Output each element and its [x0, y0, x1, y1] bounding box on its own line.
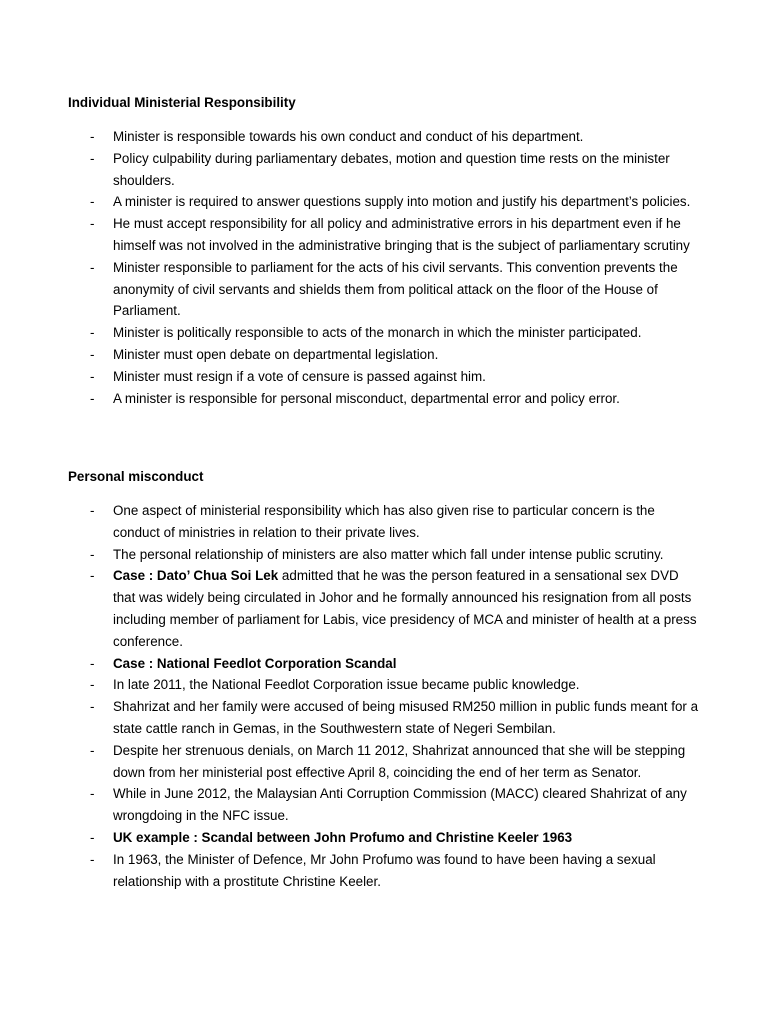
bullet-dash: - — [90, 742, 95, 758]
bullet-dash: - — [90, 150, 95, 166]
bullet-dash: - — [90, 259, 95, 275]
bullet-dash: - — [90, 851, 95, 867]
list-item-text: In late 2011, the National Feedlot Corporation issue became public knowledge. — [113, 677, 580, 693]
list-item — [0, 388, 703, 410]
list-item-text: Minister is responsible towards his own conduct and conduct of his department. — [113, 129, 584, 144]
list-item — [0, 213, 703, 257]
section-heading-personal-misconduct: Personal misconduct — [68, 469, 204, 484]
bullet-dash: - — [90, 546, 95, 562]
list-item — [0, 696, 703, 740]
list-item — [0, 191, 703, 213]
list-item — [0, 148, 703, 192]
list-item-text: In 1963, the Minister of Defence, Mr John Profumo was found to have been having a sexual relationship with a prostitute Christine Keeler. — [113, 851, 656, 889]
list-item — [0, 366, 703, 388]
bullet-dash: - — [90, 655, 95, 671]
bullet-dash: - — [90, 129, 95, 144]
list-item — [0, 674, 703, 696]
list-item — [0, 849, 703, 893]
list-item-text: Minister is politically responsible to acts of the monarch in which the minister participated. — [113, 325, 642, 341]
list-item — [0, 257, 703, 322]
list-item-text: Minister must open debate on departmental legislation. — [113, 346, 439, 362]
list-item — [0, 740, 703, 784]
bullet-dash: - — [90, 503, 95, 518]
list-item — [0, 344, 703, 366]
list-item-text: He must accept responsibility for all policy and administrative errors in his department even if he himself was not involved in the administrative bringing that is the subject of parliamentary scrutiny — [113, 216, 690, 253]
list-item-text: A minister is responsible for personal misconduct, departmental error and policy error. — [113, 390, 620, 406]
bullet-dash: - — [90, 568, 95, 584]
bullet-dash: - — [90, 346, 95, 362]
list-item-text: Policy culpability during parliamentary debates, motion and question time rests on the minister shoulders. — [113, 150, 670, 188]
list-item-text: The personal relationship of ministers are also matter which fall under intense public scrutiny. — [113, 546, 664, 562]
bullet-dash: - — [90, 216, 95, 232]
list-item — [0, 827, 703, 849]
bullet-dash: - — [90, 325, 95, 341]
bullet-dash: - — [90, 368, 95, 384]
list-item-text: While in June 2012, the Malaysian Anti Corruption Commission (MACC) cleared Shahrizat of any wrongdoing in the NFC issue. — [113, 786, 687, 824]
section-heading-ministerial-responsibility: Individual Ministerial Responsibility — [68, 95, 296, 110]
bullet-dash: - — [90, 699, 95, 715]
bullet-dash: - — [90, 677, 95, 693]
list-item — [0, 783, 703, 827]
list-item-text: Minister responsible to parliament for the acts of his civil servants. This convention prevents the anonymity of civil servants and shields them from political attack on the floor of the House of Parliament. — [113, 259, 678, 319]
misconduct-list — [0, 500, 703, 892]
list-item — [0, 500, 703, 544]
list-item — [0, 322, 703, 344]
case-description: admitted that he was the person featured in a sensational sex DVD that was widely being circulated in Johor and he formally announced his resignation from all posts including member of parliament for Labis, vice presidency of MCA and minister of health at a press conference. — [113, 568, 697, 649]
list-item-text: Despite her strenuous denials, on March 11 2012, Shahrizat announced that she will be stepping down from her ministerial post effective April 8, coinciding the end of her term as Senator. — [113, 742, 686, 780]
list-item-text: Minister must resign if a vote of censure is passed against him. — [113, 368, 486, 384]
list-item-text: Shahrizat and her family were accused of being misused RM250 million in public funds meant for a state cattle ranch in Gemas, in the Southwestern state of Negeri Sembilan. — [113, 699, 699, 736]
list-item-text: A minister is required to answer questions supply into motion and justify his department’s policies. — [113, 194, 691, 210]
bullet-dash: - — [90, 829, 95, 845]
list-item — [0, 565, 703, 652]
example-title: UK example : Scandal between John Profumo and Christine Keeler 1963 — [113, 829, 573, 845]
list-item — [0, 126, 703, 148]
list-item-text — [113, 565, 703, 652]
bullet-dash: - — [90, 786, 95, 802]
case-title: Case : National Feedlot Corporation Scandal — [113, 655, 397, 671]
bullet-dash: - — [90, 194, 95, 210]
list-item — [0, 544, 703, 566]
responsibility-list — [0, 126, 703, 409]
list-item — [0, 653, 703, 675]
case-title: Case : Dato’ Chua Soi Lek — [113, 568, 279, 584]
list-item-text: One aspect of ministerial responsibility which has also given rise to particular concern is the conduct of ministries in relation to their private lives. — [113, 503, 655, 540]
bullet-dash: - — [90, 390, 95, 406]
